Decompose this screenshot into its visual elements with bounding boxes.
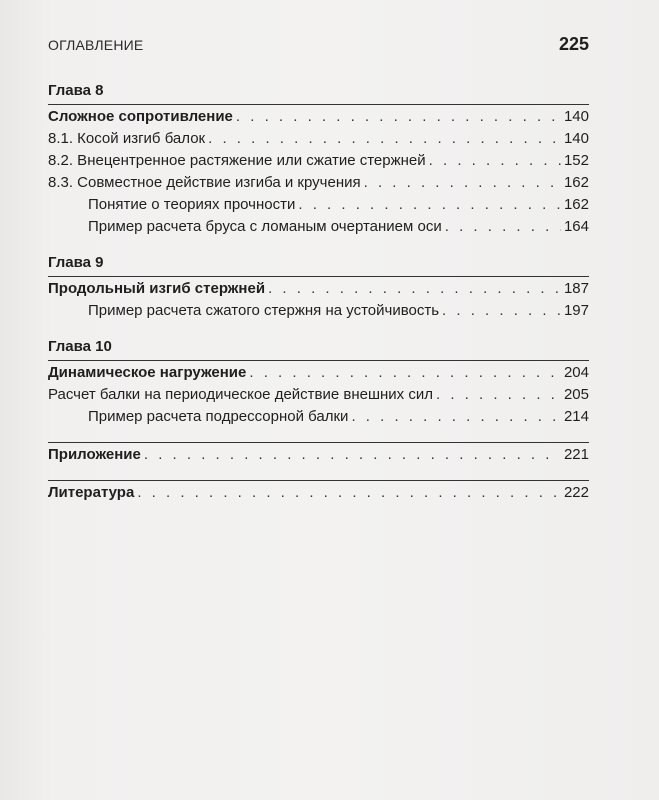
toc-entry-title: Пример расчета сжатого стержня на устойчивость (88, 302, 440, 319)
dot-leader (445, 216, 561, 238)
toc-entry-title: 8.1. Косой изгиб балок (48, 130, 206, 147)
toc-entry-title: Понятие о теориях прочности (88, 196, 296, 213)
toc-entry-page: 140 (563, 108, 589, 125)
toc-entry-title: Расчет балки на периодическое действие внешних сил (48, 386, 433, 403)
dot-leader (351, 406, 561, 428)
toc-entry-title: 8.2. Внецентренное растяжение или сжатие стержней (48, 152, 426, 169)
dot-leader (249, 362, 561, 384)
chapter-rule (48, 104, 589, 105)
toc-entry-page: 162 (563, 196, 589, 213)
chapter-rule (48, 276, 589, 277)
toc-entry[interactable] (48, 278, 589, 300)
toc-entry[interactable] (48, 406, 589, 428)
toc-entry-page: 221 (563, 446, 589, 463)
toc-entry[interactable] (48, 172, 589, 194)
toc-entry-page: 197 (563, 302, 589, 319)
toc-entry-title: Сложное сопротивление (48, 108, 233, 125)
chapter-heading: Глава 9 (48, 254, 104, 271)
toc-entry-page: 152 (563, 152, 589, 169)
chapter-heading: Глава 8 (48, 82, 104, 99)
section-rule (48, 442, 589, 443)
table-of-contents (48, 80, 589, 504)
page-number: 225 (558, 34, 589, 54)
toc-entry[interactable] (48, 362, 589, 384)
toc-entry-title: Приложение (48, 446, 141, 463)
dot-leader (364, 172, 561, 194)
running-header: ОГЛАВЛЕНИЕ (48, 37, 144, 53)
toc-entry-title: Литература (48, 484, 135, 501)
toc-entry-title: Продольный изгиб стержней (48, 280, 266, 297)
dot-leader (236, 106, 561, 128)
chapter-heading: Глава 10 (48, 338, 112, 355)
toc-entry[interactable] (48, 194, 589, 216)
dot-leader (436, 384, 561, 406)
dot-leader (429, 150, 561, 172)
dot-leader (442, 300, 561, 322)
toc-entry-page: 140 (563, 130, 589, 147)
toc-entry-title: 8.3. Совместное действие изгиба и кручения (48, 174, 361, 191)
dot-leader (137, 482, 561, 504)
toc-entry-appendix[interactable] (48, 444, 589, 466)
toc-entry[interactable] (48, 384, 589, 406)
dot-leader (268, 278, 561, 300)
toc-entry[interactable] (48, 150, 589, 172)
toc-entry-title: Пример расчета подрессорной балки (88, 408, 349, 425)
dot-leader (208, 128, 561, 150)
toc-entry-page: 204 (563, 364, 589, 381)
toc-entry-page: 205 (563, 386, 589, 403)
toc-entry-page: 164 (563, 218, 589, 235)
toc-entry[interactable] (48, 128, 589, 150)
dot-leader (298, 194, 561, 216)
toc-entry-page: 162 (563, 174, 589, 191)
toc-entry-page: 214 (563, 408, 589, 425)
toc-entry-page: 187 (563, 280, 589, 297)
section-rule (48, 480, 589, 481)
dot-leader (144, 444, 561, 466)
toc-entry-title: Пример расчета бруса с ломаным очертанием оси (88, 218, 442, 235)
chapter-rule (48, 360, 589, 361)
toc-entry-title: Динамическое нагружение (48, 364, 247, 381)
toc-entry[interactable] (48, 106, 589, 128)
toc-entry[interactable] (48, 216, 589, 238)
toc-entry-references[interactable] (48, 482, 589, 504)
toc-entry-page: 222 (563, 484, 589, 501)
toc-entry[interactable] (48, 300, 589, 322)
